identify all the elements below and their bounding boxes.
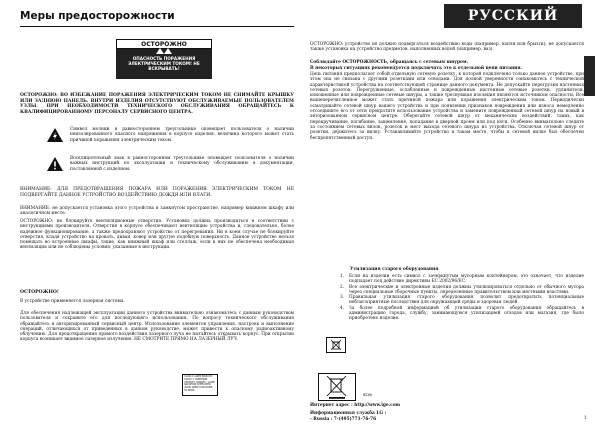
laser-intro: В устройстве применяется лазерная система. <box>20 299 125 304</box>
list-item: 2. Все электрические и электронные изделия должны утилизироваться отдельно от обычного мусора через специальные сборочные пункты, определенные правительством или местными властями. <box>340 284 584 295</box>
warning-box <box>116 39 212 79</box>
list-item: 4. За более подробной информацией об утилизации старого оборудования обращайтесь в администрацию города, службу, занимающуюся утилизацией отходов или магазин, где было приобретено изделие. <box>340 305 584 322</box>
power-caution-body: Цепь питания предполагает собой отдельную сетевую розетку, к которой подключено только данное устройство, при этом она не связана с другими розетками или отводами. Для полной уверенности ознакомьтесь с технической характеристикой устройства на соответствующей странице данного документа. Не допускайте перегрузки настенных сетевых розеток. Перегруженные, ослабленные и поврежденные настенные сетевые розетки, удлинители, изношенные или поврежденные сетевые шнуры, а также треснувшая изоляция являются источником опасности. Все вышеперечисленное может стать причиной пожара или поражения электрическим током. Периодически осматривайте сетевой шнур вашего устройства и при появлении признаков повреждения или износа немедленно отсоедините его от сети прекратите использование устройства и замените поврежденный сетевой шнур на новый в авторизованном сервисном центре. Оберегайте сетевой шнур от механических воздействий, таких, как перекручивание, изгибание, защемление, попадание в дверной проем или под ноги. Особенно внимательно следите за состоянием сетевых вилок, розеток и мест выхода сетевого шнура из устройства. Отключая сетевой шнур от розетки, держитесь за вилку. Устанавливайте устройство в таком месте, чтобы к сетевой вилке был обеспечен беспрепятственный доступ. <box>310 72 584 141</box>
warning-box-body: ОПАСНОСТЬ ПОРАЖЕНИЯ ЭЛЕКТРИЧЕСКИМ ТОКОМ! НЕ ВСКРЫВАТЬ! <box>116 49 212 79</box>
exclamation-text: Восклицательный знак в равностороннем треугольнике оповещает пользователя о наличии важных инструкций по эксплуатации и техническому обслуживанию в документации, поставляемой с изделием. <box>70 156 294 172</box>
power-caution-title: Соблюдайте ОСТОРОЖНОСТЬ, обращаясь с сетевым шнуром. <box>310 60 469 65</box>
list-item: 3. Правильная утилизация старого оборудования позволит предотвратить потенциальные неблагоприятные последствия для окружающей среды и здоровья людей. <box>340 295 584 306</box>
recycle-bin-icon-box <box>326 337 346 353</box>
side-tab <box>584 56 595 96</box>
disposal-list <box>340 274 584 322</box>
weee-bin-icon <box>319 374 355 400</box>
lightning-triangle-icon <box>47 128 63 142</box>
crossed-bin-icon <box>330 339 342 351</box>
warning-box-title: ОСТОРОЖНО <box>116 39 212 49</box>
info-line-russia: - Russia : 7-(495)771-76-76 <box>310 417 377 422</box>
lightning-text: Символ молнии в равностороннем треугольнике оповещает пользователя о наличии неизолированного опасного напряжения в корпусе изделия, величина которого может стать причиной поражения электрическим током. <box>70 127 294 143</box>
weee-label: BZ68 <box>363 393 372 397</box>
lightning-icon <box>156 48 172 54</box>
install-warning: ВНИМАНИЕ: не допускается установка этого устройства в замкнутом пространстве, например книжном шкафу или аналогичном месте. <box>20 206 294 217</box>
title-rule <box>20 26 294 27</box>
info-service-title: Информационная служба LG : <box>310 411 387 416</box>
disposal-title: Утилизация старого оборудования <box>350 267 439 272</box>
fire-warning: ВНИМАНИЕ: ДЛЯ ПРЕДОТВРАЩЕНИЯ ПОЖАРА ИЛИ ПОРАЖЕНИЯ ЭЛЕКТРИЧЕСКИМ ТОКОМ НЕ ПОДВЕРГАЙТЕ ДАННОЕ УСТРОЙСТВО ВОЗДЕЙСТВИЮ ДОЖДЯ ИЛИ ВЛАГИ. <box>20 187 294 198</box>
page-number: 1 <box>584 416 587 421</box>
caution-main: ОСТОРОЖНО: ВО ИЗБЕЖАНИЕ ПОРАЖЕНИЯ ЭЛЕКТРИЧЕСКИМ ТОКОМ НЕ СНИМАЙТЕ КРЫШКУ ИЛИ ЗАДНЮЮ ПАНЕЛЬ. ВНУТРИ ИЗДЕЛИЯ ОТСУТСТВУЮТ ОБСЛУЖИВАЕМЫЕ ПОЛЬЗОВАТЕЛЕМ УЗЛЫ. ПРИ НЕОБХОДИМОСТИ ТЕХНИЧЕСКОГО ОБСЛУЖИВАНИЯ ОБРАЩАЙТЕСЬ К КВАЛИФИЦИРОВАННОМУ ПЕРСОНАЛУ СЕРВИСНОГО ЦЕНТРА. <box>20 93 294 115</box>
vents-caution: ОСТОРОЖНО: не блокируйте вентиляционные отверстия. Установка должна производиться в соответствии с инструкциями производителя. Отверстия в корпусе обеспечивают вентиляцию устройства и, следовательно, более надежное функционирование, а также предохраняют устройство от перегревания. Ни в коем случае не блокируйте отверстия, кладя устройство на кровать, диван, ковер или другую подобную поверхность. Данное устройство нельзя помещать во встроенные шкафы, такие, как книжный шкаф или стеллаж, если в них не обеспечена необходимая вентиляция или не соблюдены условия, указанные в инструкции. <box>20 219 294 251</box>
laser-title: ОСТОРОЖНО! <box>20 290 59 295</box>
internet-address: Интернет адрес : http://www.lge.com <box>310 403 401 408</box>
exclamation-triangle-icon <box>47 157 63 171</box>
caution-liquid: ОСТОРОЖНО: устройство не должно подвергаться воздействию воды (например, капли или брызги); не допускается также установка на устройство предметов, наполненных водой (например, ваз). <box>310 42 584 53</box>
language-banner: РУССКИЙ <box>444 4 582 28</box>
page-title: Меры предосторожности <box>20 10 175 22</box>
list-item: 1. Если на изделии есть символ с зачеркнутым мусорным контейнером, это означает, что изделие подпадает под действие директивы ЕС 2002/96/EC. <box>340 274 584 285</box>
laser-label: CLASS 1 LASER PRODUCT. КЛАСС 1 ЛАЗЕРНЫЙ ПРОДУКТ. DANGER - LASER RADIATION WHEN OPEN. AVOID DIRECT EXPOSURE TO BEAM. <box>182 374 218 396</box>
laser-body: Для обеспечения надлежащей эксплуатации данного устройства внимательно ознакомьтесь с данным руководством пользователя и сохраните его для последующего использования. По вопросу технического обслуживания обращайтесь в авторизированный сервисный центр. Использование элементов управления, настроек и выполнение операций, отличающихся от приведенных в данном руководстве, может привести к опасному радиоактивному облучению. Для предотвращения прямого воздействия лазерного луча не пытайтесь открывать корпус. При открытии корпуса возникает видимое лазерное излучение. НЕ СМОТРИТЕ ПРЯМО НА ЛАЗЕРНЫЙ ЛУЧ. <box>20 311 294 343</box>
power-caution-sub: В некоторых ситуациях рекомендуется подключать это к отдельной цепи питания. <box>310 66 523 71</box>
weee-logo-box <box>318 373 356 401</box>
